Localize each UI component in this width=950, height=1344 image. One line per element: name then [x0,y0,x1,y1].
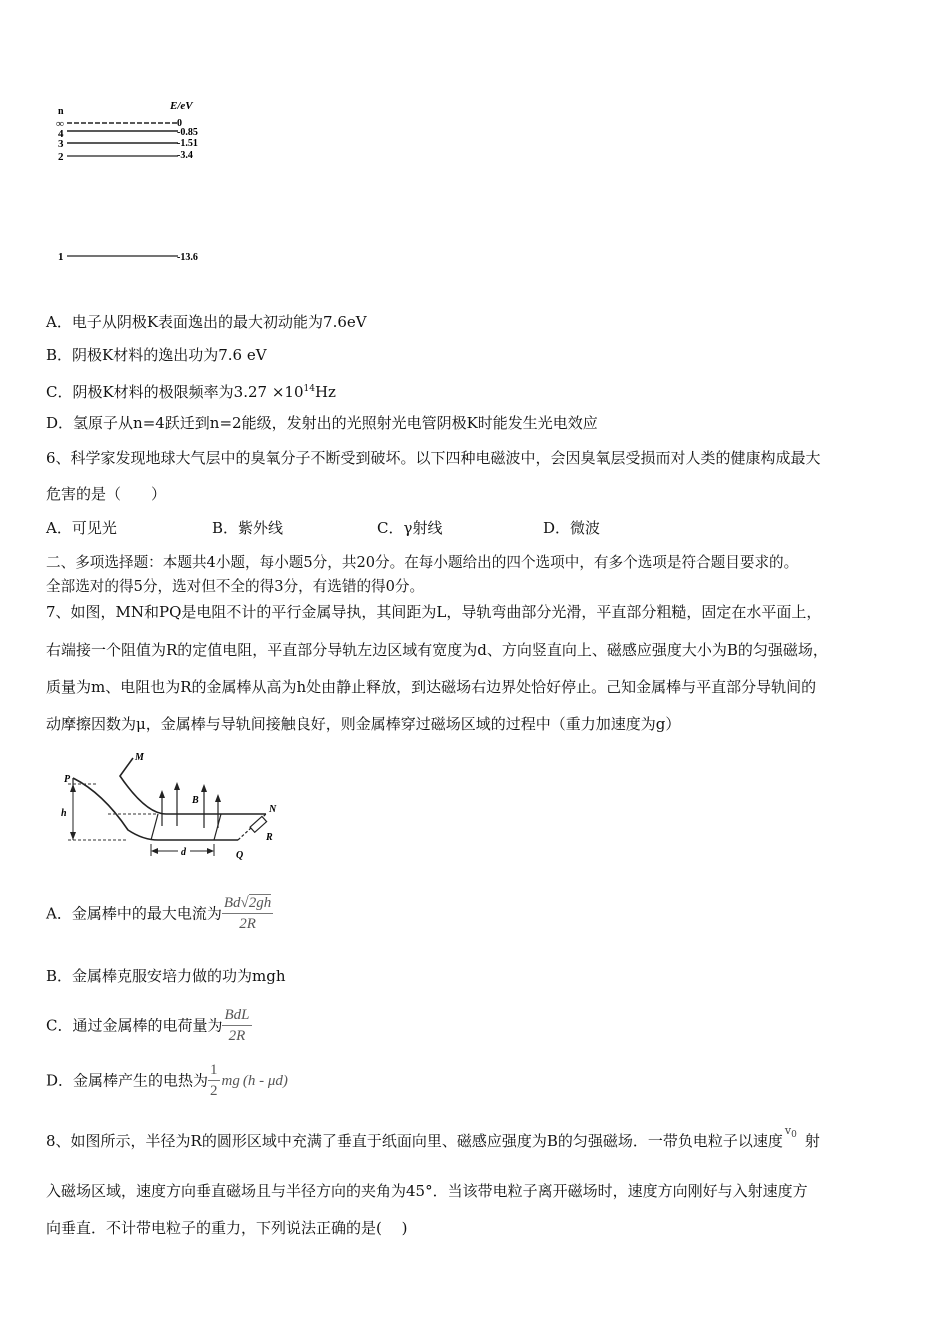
q7-option-d-fraction [208,1060,220,1101]
q7-option-c-numerator: BdL [222,1005,251,1026]
energy-axis-label: E/eV [170,100,193,112]
q6-stem-line1: 6、科学家发现地球大气层中的臭氧分子不断受到破坏。以下四种电磁波中，会因臭氧层受损而对人类的健康构成最大 [46,449,821,467]
q7-option-a-sqrt-arg: 2gh [248,895,272,911]
q6-option-d: D．微波 [543,519,601,537]
q7-fig-label-d: d [181,847,186,858]
q7-stem-line1: 7、如图，MN和PQ是电阻不计的平行金属导执，其间距为L，导轨弯曲部分光滑，平直部分粗糙，固定在水平面上， [46,603,822,621]
q7-fig-label-r: R [266,832,273,843]
energy-level-diagram [55,98,225,268]
q7-option-b: B．金属棒克服安培力做的功为mgh [46,967,286,985]
q7-option-d-text: D．金属棒产生的电热为 [46,1071,209,1090]
q5-option-c-exponent: 14 [303,384,315,394]
q7-option-c-denominator: 2R [228,1028,246,1044]
q6-option-b: B．紫外线 [212,519,284,537]
q7-option-a-fraction [222,893,273,934]
q6-option-c: C．γ射线 [377,519,443,537]
section2-line1: 二、多项选择题：本题共4小题，每小题5分，共20分。在每小题给出的四个选项中，有多个选项是符合题目要求的。 [46,554,799,571]
q7-option-c [46,1005,252,1046]
level-e-3: -1.51 [177,138,198,149]
q7-fig-label-m: M [135,752,144,763]
q5-option-b: B．阴极K材料的逸出功为7.6 eV [46,346,267,364]
section2-line2: 全部选对的得5分，选对但不全的得3分，有选错的得0分。 [46,578,425,595]
q8-v0-symbol [784,1124,797,1141]
q5-option-c-unit: Hz [314,383,336,401]
q8-stem-line1-text: 8、如图所示，半径为R的圆形区域中充满了垂直于纸面向里、磁感应强度为B的匀强磁场．一带负电粒子以速度 [46,1132,783,1150]
q7-fig-label-b: B [192,795,199,806]
q7-stem-line4: 动摩擦因数为μ，金属棒与导轨间接触良好，则金属棒穿过磁场区域的过程中（重力加速度为g） [46,715,681,733]
level-n-1: 1 [58,251,64,263]
q7-fig-label-q: Q [236,850,244,860]
q7-option-c-text: C．通过金属棒的电荷量为 [46,1016,223,1035]
q8-stem-line2: 入磁场区域，速度方向垂直磁场且与半径方向的夹角为45°．当该带电粒子离开磁场时，速度方向刚好与入射速度方 [46,1182,808,1200]
level-e-1: -13.6 [177,252,198,263]
level-n-2: 2 [58,151,64,163]
q7-option-d-expr: mg [221,1072,240,1089]
q7-option-d-numerator: 1 [208,1060,220,1081]
q5-option-c-main: C．阴极K材料的极限频率为3.27 ×10 [46,383,304,401]
q7-option-a-text: A．金属棒中的最大电流为 [46,904,222,923]
q7-fig-label-p: P [64,774,71,785]
q8-stem-line1 [46,1124,820,1157]
q7-option-c-fraction [222,1005,251,1046]
q7-option-d-denominator: 2 [210,1083,218,1099]
level-e-4: -0.85 [177,127,198,138]
level-n-3: 3 [58,138,64,150]
q6-stem-line2: 危害的是（ ） [46,485,167,503]
q7-rail-figure [58,748,283,860]
q7-option-a-numerator [222,893,273,914]
q7-fig-label-h: h [61,808,67,819]
q8-v0-letter: v [784,1124,792,1137]
q7-option-a-num-text: Bd [223,895,241,911]
q7-option-d [46,1060,288,1101]
q7-option-a [46,893,273,934]
q8-v0-subscript: 0 [791,1130,797,1141]
level-n-4: 4 [58,128,64,140]
q7-option-d-paren: (h - μd) [242,1072,288,1089]
sqrt-icon: √ [240,895,249,911]
level-e-2: -3.4 [177,150,193,161]
q8-stem-line1-end: 射 [804,1132,820,1150]
q8-stem-line3: 向垂直．不计带电粒子的重力，下列说法正确的是( ) [46,1219,408,1237]
q5-option-d: D．氢原子从n=4跃迁到n=2能级，发射出的光照射光电管阴极K时能发生光电效应 [46,414,598,432]
q6-option-a: A．可见光 [46,519,117,537]
q7-stem-line3: 质量为m、电阻也为R的金属棒从高为h处由静止释放，到达磁场右边界处恰好停止。己知金属棒与平直部分导轨间的 [46,678,817,696]
q5-option-a: A．电子从阴极K表面逸出的最大初动能为7.6eV [46,313,367,331]
q5-option-c [46,379,336,402]
n-axis-label: n [58,106,64,117]
q7-stem-line2: 右端接一个阻值为R的定值电阻，平直部分导轨左边区域有宽度为d、方向竖直向上、磁感应强度大小为B的匀强磁场， [46,641,828,659]
q7-option-a-denominator: 2R [239,916,256,932]
level-e-inf: 0 [177,118,182,129]
level-n-inf: ∞ [56,118,64,130]
q7-fig-label-n: N [269,804,277,815]
